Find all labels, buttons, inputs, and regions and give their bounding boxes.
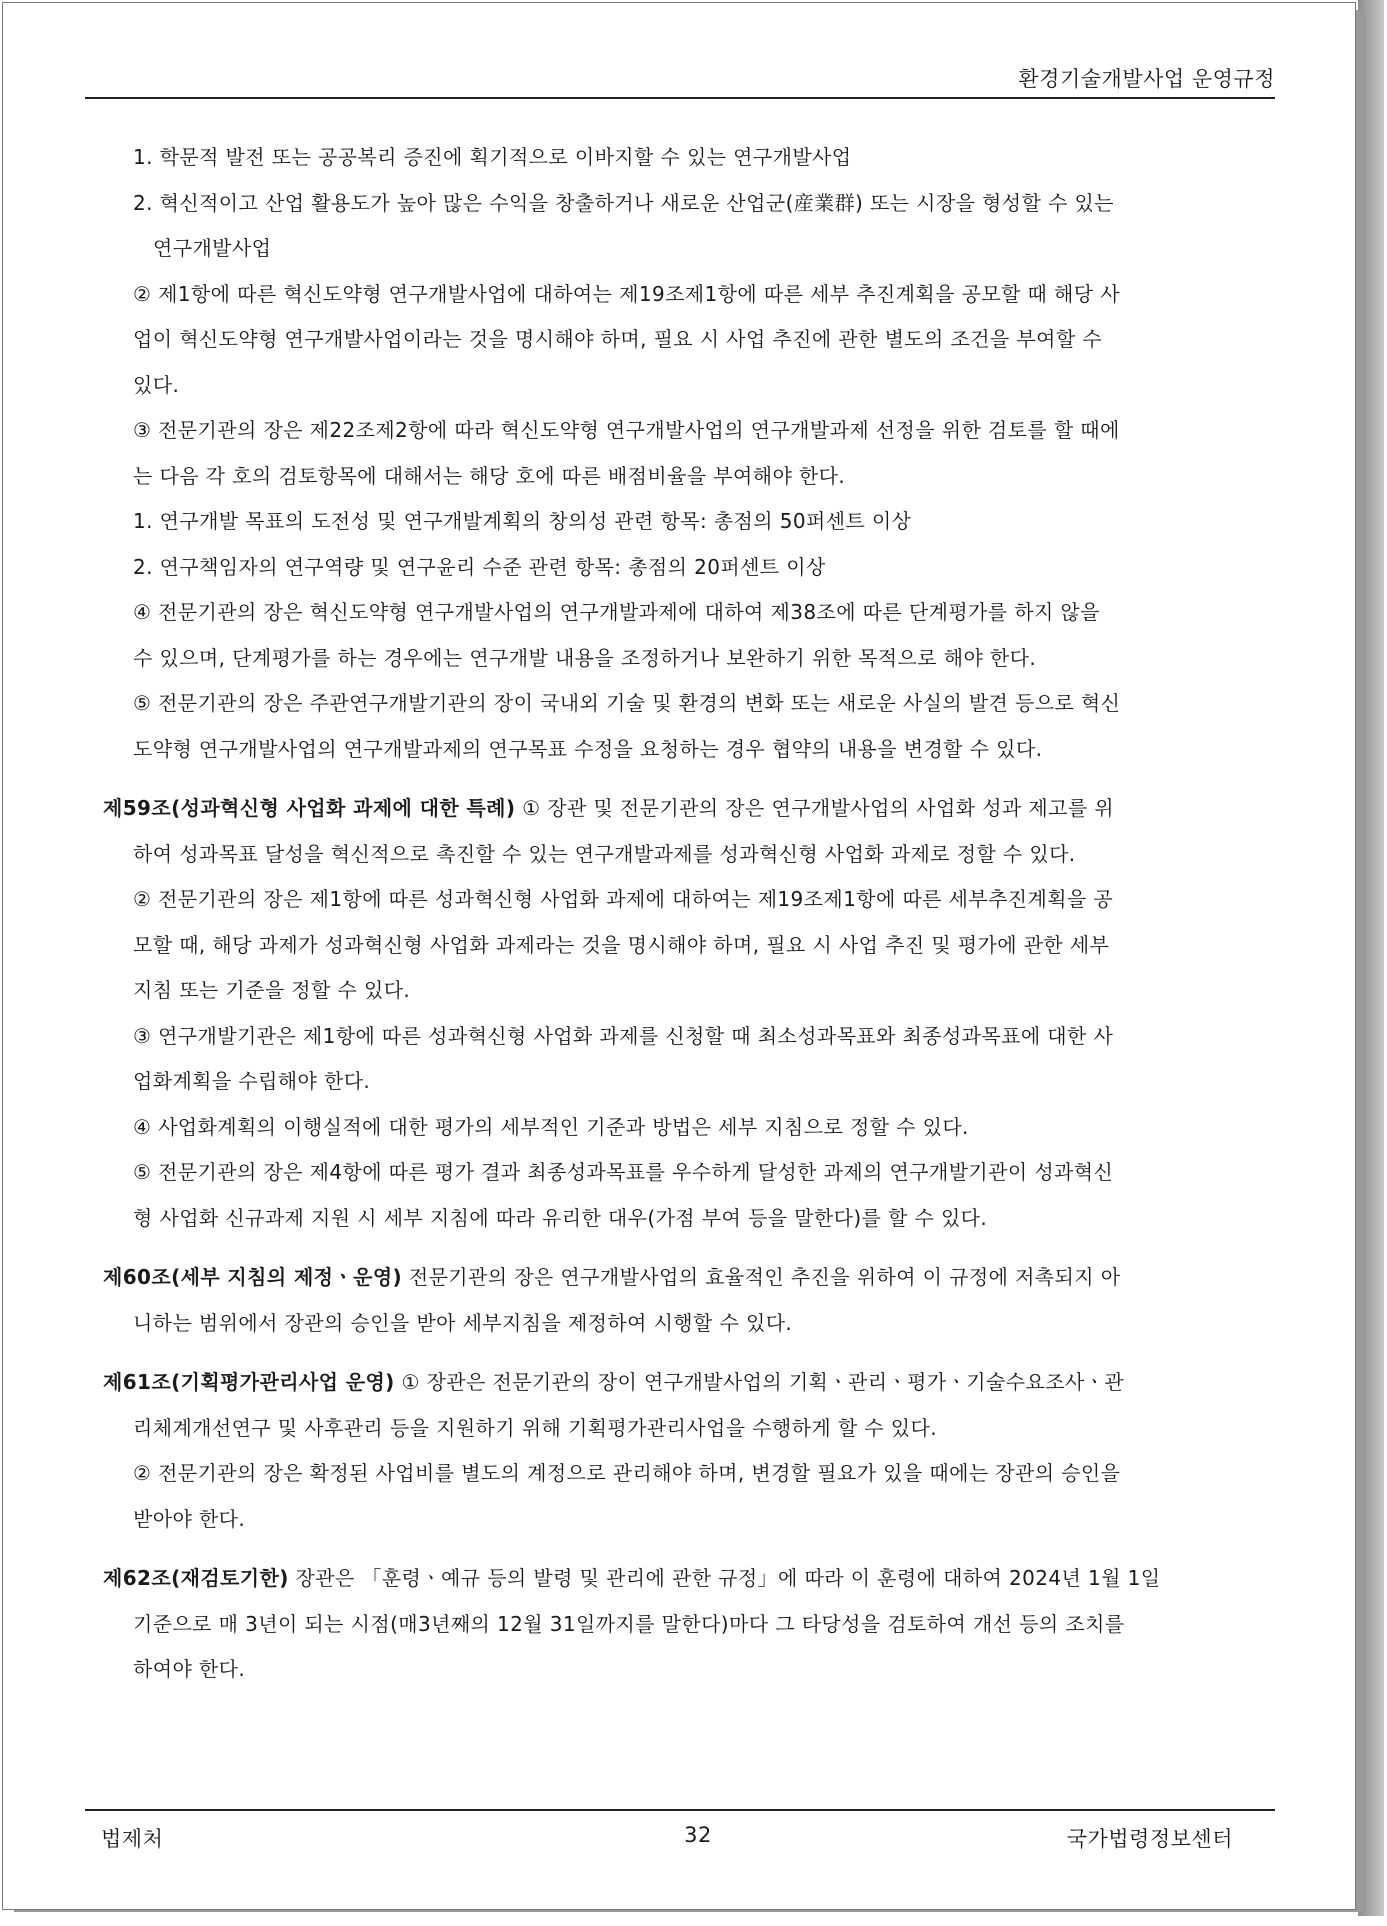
text-line — [103, 317, 1275, 363]
line-text: 2. 연구책임자의 연구역량 및 연구윤리 수준 관련 항목: 총점의 20퍼센트 이상 — [133, 554, 826, 579]
article-heading-line — [103, 1556, 1275, 1602]
line-text: 리체계개선연구 및 사후관리 등을 지원하기 위해 기획평가관리사업을 수행하게 할 수 있다. — [133, 1415, 937, 1440]
text-line — [103, 226, 1275, 272]
line-text: 업화계획을 수립해야 한다. — [133, 1069, 371, 1093]
line-text: 수 있으며, 단계평가를 하는 경우에는 연구개발 내용을 조정하거나 보완하기 위한 목적으로 해야 한다. — [133, 645, 1037, 670]
line-text: ③ 연구개발기관은 제1항에 따른 성과혁신형 사업화 과제를 신청할 때 최소성과목표와 최종성과목표에 대한 사 — [133, 1023, 1114, 1048]
article-heading-line — [103, 1255, 1275, 1301]
article-title: 제61조(기획평가관리사업 운영) — [103, 1370, 395, 1394]
document-page — [2, 2, 1356, 1910]
document-body — [103, 135, 1275, 1693]
text-line — [103, 636, 1275, 682]
text-line — [103, 923, 1275, 969]
line-text: 1. 연구개발 목표의 도전성 및 연구개발계획의 창의성 관련 항목: 총점의 50퍼센트 이상 — [133, 509, 912, 533]
article-heading-line — [103, 1360, 1275, 1406]
text-line — [103, 590, 1275, 636]
text-line — [103, 1150, 1275, 1196]
text-line — [103, 181, 1275, 227]
text-line — [103, 1647, 1275, 1693]
line-text: 연구개발사업 — [153, 236, 272, 260]
line-text: ⑤ 전문기관의 장은 제4항에 따른 평가 결과 최종성과목표를 우수하게 달성한 과제의 연구개발기관이 성과혁신 — [133, 1160, 1114, 1184]
text-line — [103, 1059, 1275, 1105]
text-line — [103, 1497, 1275, 1543]
line-text: ② 전문기관의 장은 제1항에 따른 성과혁신형 사업화 과제에 대하여는 제19조제1항에 따른 세부추진계획을 공 — [133, 887, 1114, 911]
line-text: ② 전문기관의 장은 확정된 사업비를 별도의 계정으로 관리해야 하며, 변경할 필요가 있을 때에는 장관의 승인을 — [133, 1461, 1121, 1485]
footer-publisher: 법제처 — [101, 1827, 164, 1851]
line-text: 기준으로 매 3년이 되는 시점(매3년째의 12월 31일까지를 말한다)마다 그 타당성을 검토하여 개선 등의 조치를 — [133, 1611, 1125, 1636]
page-number: 32 — [684, 1823, 712, 1847]
text-line — [103, 363, 1275, 409]
line-text: ② 제1항에 따른 혁신도약형 연구개발사업에 대하여는 제19조제1항에 따른 세부 추진계획을 공모할 때 해당 사 — [133, 281, 1120, 306]
text-line — [103, 272, 1275, 318]
text-line — [103, 1451, 1275, 1497]
line-text: 지침 또는 기준을 정할 수 있다. — [133, 978, 411, 1002]
article-title: 제59조(성과혁신형 사업화 과제에 대한 특례) — [103, 796, 516, 820]
text-line — [103, 1105, 1275, 1151]
text-line — [103, 454, 1275, 500]
article-title: 제60조(세부 지침의 제정ㆍ운영) — [103, 1265, 403, 1289]
article-title: 제62조(재검토기한) — [103, 1566, 289, 1590]
line-text: 받아야 한다. — [133, 1506, 246, 1531]
line-text: ④ 전문기관의 장은 혁신도약형 연구개발사업의 연구개발과제에 대하여 제38조에 따른 단계평가를 하지 않을 — [133, 600, 1100, 624]
line-text: 전문기관의 장은 연구개발사업의 효율적인 추진을 위하여 이 규정에 저촉되지 아 — [402, 1265, 1121, 1289]
text-line — [103, 499, 1275, 545]
line-text: 2. 혁신적이고 산업 활용도가 높아 많은 수익을 창출하거나 새로운 산업군(産業群) 또는 시장을 형성할 수 있는 — [133, 190, 1114, 215]
line-text: ① 장관은 전문기관의 장이 연구개발사업의 기획ㆍ관리ㆍ평가ㆍ기술수요조사ㆍ관 — [394, 1370, 1125, 1394]
text-line — [103, 1014, 1275, 1060]
line-text: 있다. — [133, 372, 180, 397]
line-text: ⑤ 전문기관의 장은 주관연구개발기관의 장이 국내외 기술 및 환경의 변화 또는 새로운 사실의 발견 등으로 혁신 — [133, 691, 1121, 715]
line-text: 하여야 한다. — [133, 1657, 246, 1681]
text-line — [103, 1602, 1275, 1648]
header-title: 환경기술개발사업 운영규정 — [1018, 67, 1275, 91]
page-header — [85, 61, 1275, 99]
text-line — [103, 545, 1275, 591]
line-text: 장관은 「훈령ㆍ예규 등의 발령 및 관리에 관한 규정」에 따라 이 훈령에 대하여 2024년 1월 1일 — [288, 1566, 1161, 1590]
line-text: 니하는 범위에서 장관의 승인을 받아 세부지침을 제정하여 시행할 수 있다. — [133, 1310, 793, 1335]
text-line — [103, 877, 1275, 923]
line-text: 도약형 연구개발사업의 연구개발과제의 연구목표 수정을 요청하는 경우 협약의 내용을 변경할 수 있다. — [133, 736, 1043, 761]
line-text: ① 장관 및 전문기관의 장은 연구개발사업의 사업화 성과 제고를 위 — [515, 796, 1115, 820]
line-text: 하여 성과목표 달성을 혁신적으로 촉진할 수 있는 연구개발과제를 성과혁신형 사업화 과제로 정할 수 있다. — [133, 841, 1076, 866]
line-text: 업이 혁신도약형 연구개발사업이라는 것을 명시해야 하며, 필요 시 사업 추진에 관한 별도의 조건을 부여할 수 — [133, 327, 1103, 351]
text-line — [103, 832, 1275, 878]
text-line — [103, 1301, 1275, 1347]
line-text: ④ 사업화계획의 이행실적에 대한 평가의 세부적인 기준과 방법은 세부 지침으로 정할 수 있다. — [133, 1114, 969, 1139]
footer-divider — [85, 1809, 1275, 1811]
text-line — [103, 968, 1275, 1014]
text-line — [103, 1406, 1275, 1452]
text-line — [103, 681, 1275, 727]
article-heading-line — [103, 786, 1275, 832]
text-line — [103, 727, 1275, 773]
text-line — [103, 135, 1275, 181]
text-line — [103, 408, 1275, 454]
footer-source: 국가법령정보센터 — [1066, 1827, 1233, 1851]
line-text: 1. 학문적 발전 또는 공공복리 증진에 획기적으로 이바지할 수 있는 연구개발사업 — [133, 145, 852, 169]
line-text: 는 다음 각 호의 검토항목에 대해서는 해당 호에 따른 배점비율을 부여해야 한다. — [133, 463, 846, 488]
line-text: 모할 때, 해당 과제가 성과혁신형 사업화 과제라는 것을 명시해야 하며, 필요 시 사업 추진 및 평가에 관한 세부 — [133, 932, 1110, 957]
line-text: ③ 전문기관의 장은 제22조제2항에 따라 혁신도약형 연구개발사업의 연구개발과제 선정을 위한 검토를 할 때에 — [133, 418, 1120, 442]
text-line — [103, 1196, 1275, 1242]
line-text: 형 사업화 신규과제 지원 시 세부 지침에 따라 유리한 대우(가점 부여 등을 말한다)를 할 수 있다. — [133, 1205, 988, 1230]
